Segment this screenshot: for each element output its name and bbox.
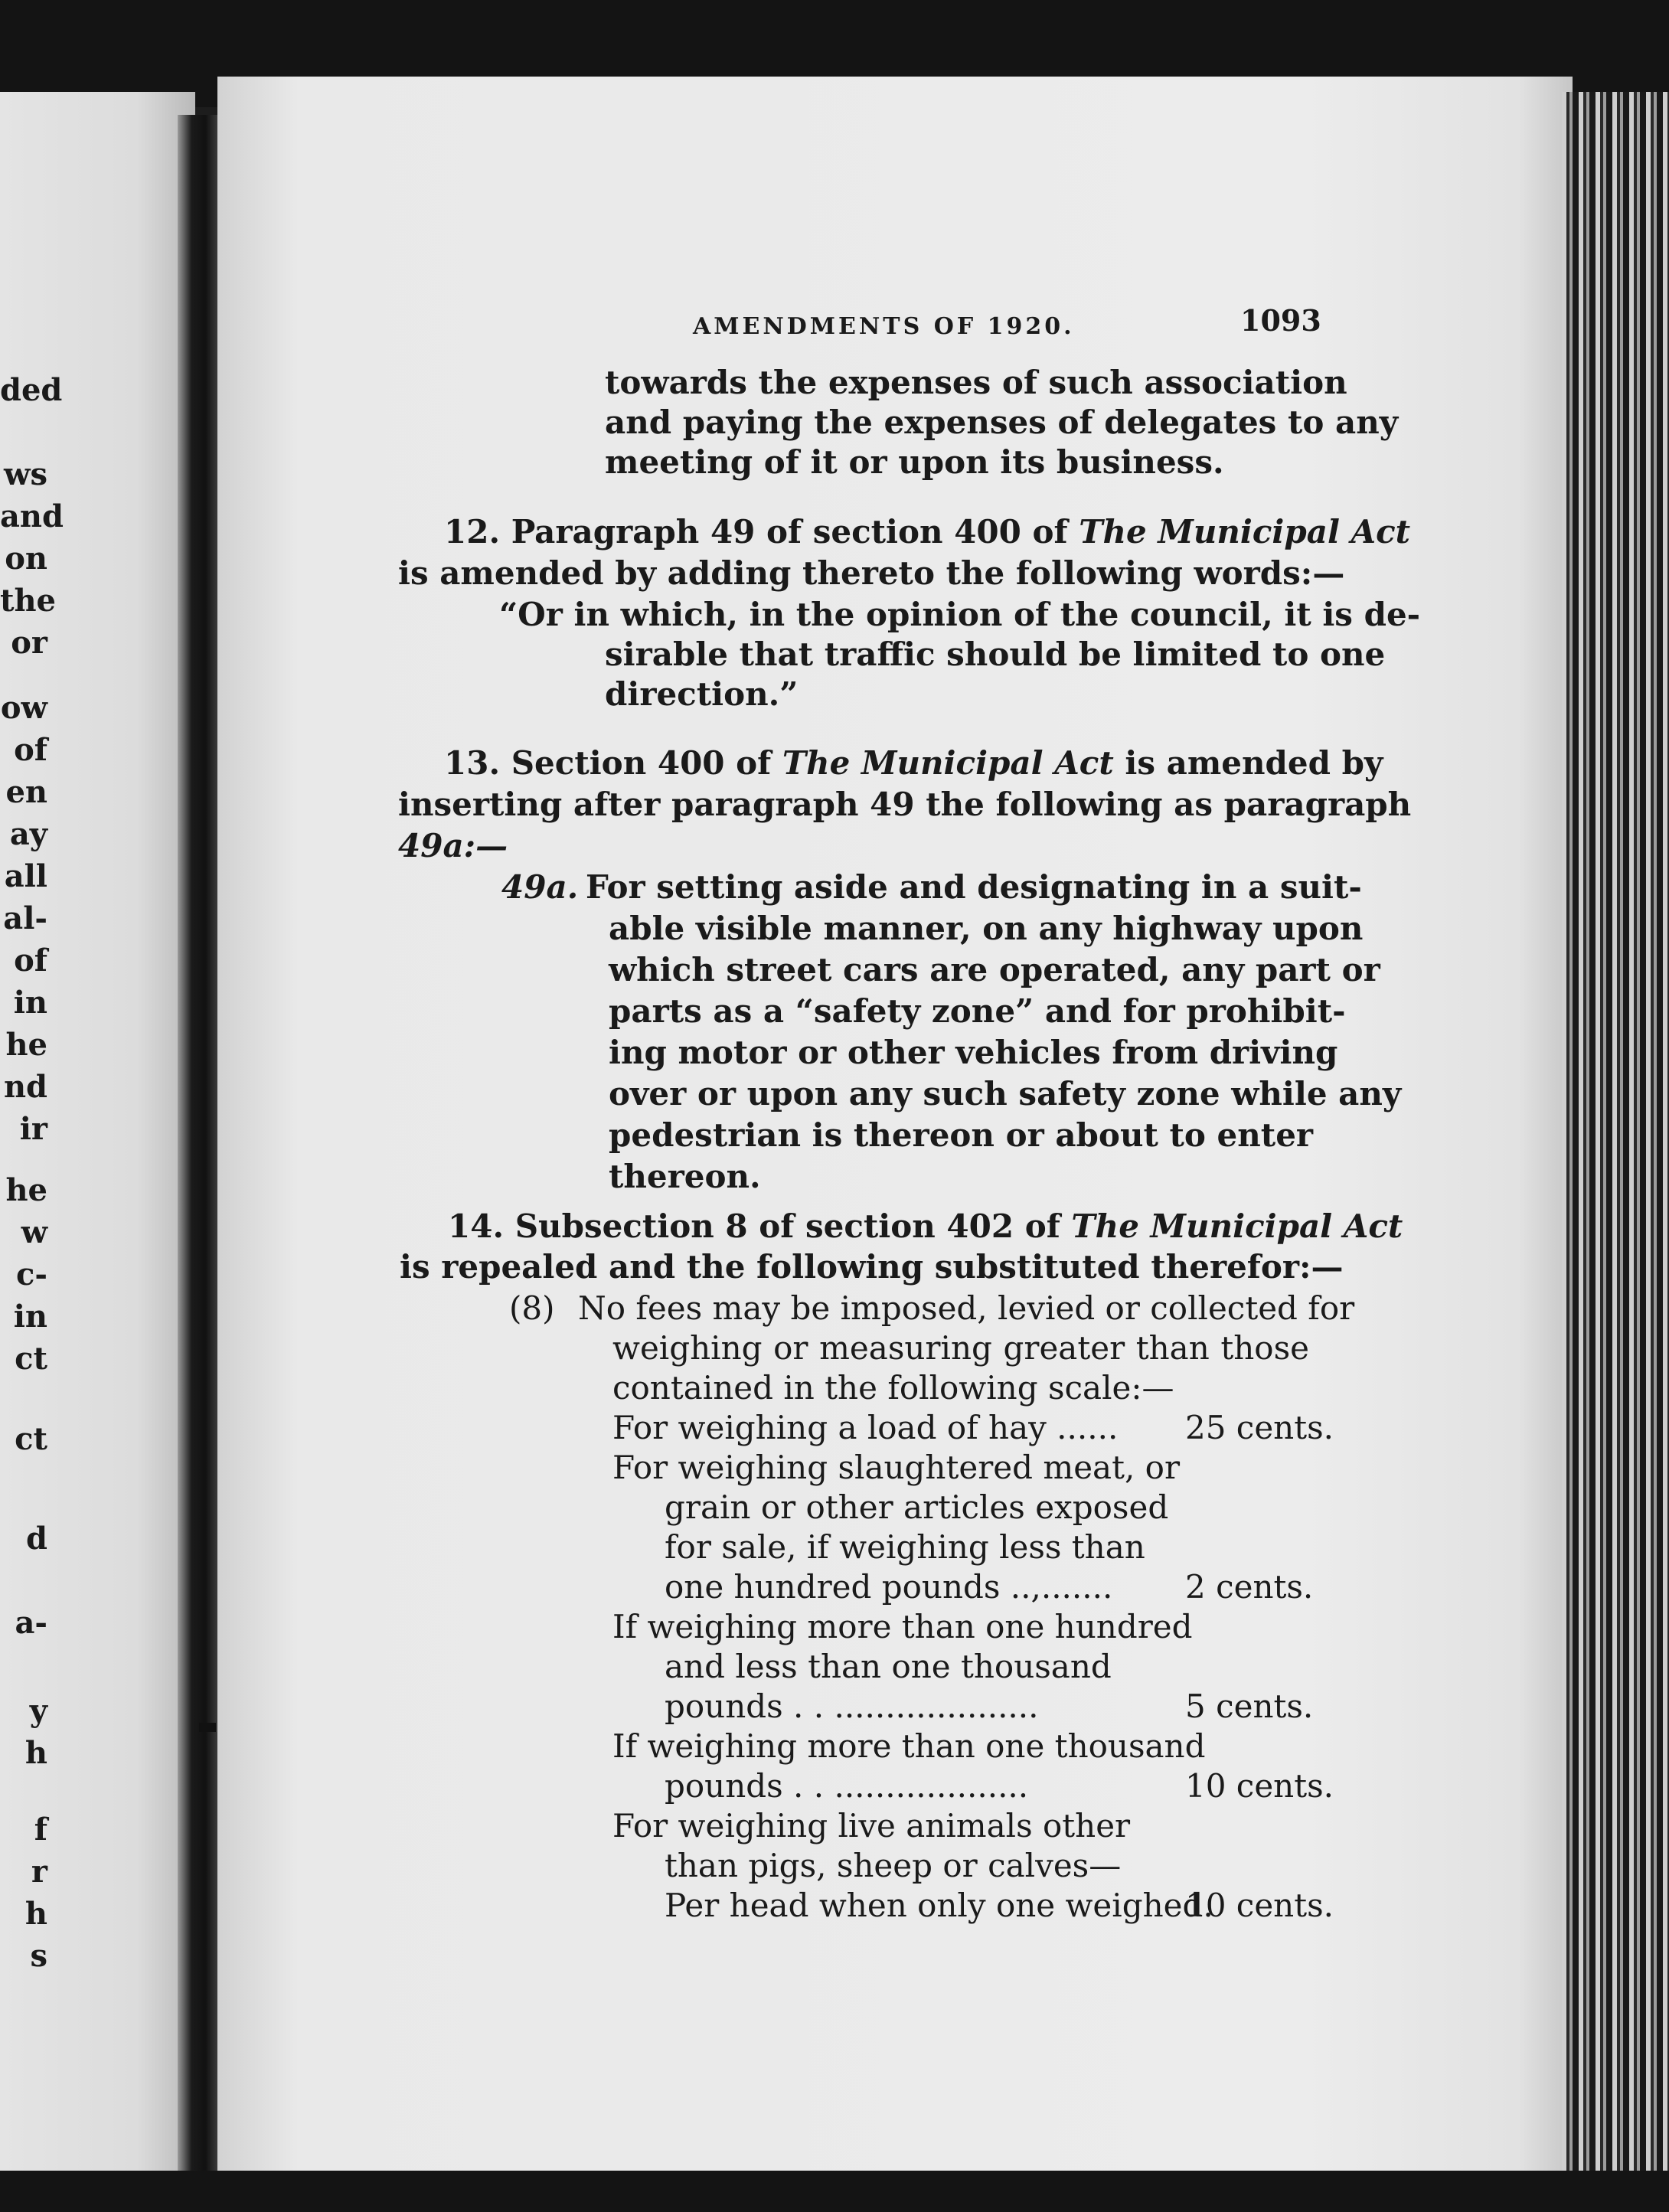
book-gutter: [178, 115, 217, 2174]
fee-scale-item: and less than one thousand: [665, 1648, 1112, 1685]
left-page-fragment: ded: [0, 372, 63, 408]
continuation-line: meeting of it or upon its business.: [605, 443, 1224, 481]
fee-amount: 2 cents.: [1185, 1568, 1314, 1606]
section-line: is repealed and the following substituted therefor:—: [400, 1248, 1344, 1286]
left-page-fragment: d: [26, 1521, 47, 1557]
paragraph-line: which street cars are operated, any part or: [609, 951, 1380, 988]
fee-scale-item: If weighing more than one thousand: [612, 1727, 1206, 1765]
left-page-fragment: r: [31, 1854, 47, 1890]
left-page-fragment: or: [11, 625, 47, 661]
section-12-heading: [444, 511, 1411, 553]
fee-scale-item: pounds . . ...................: [665, 1767, 1029, 1805]
section-number: 13.: [444, 744, 501, 782]
act-title: The Municipal Act: [1079, 513, 1411, 551]
scan-bottom-border: [0, 2171, 1669, 2212]
left-page-fragment: on: [5, 541, 47, 577]
quote-line: “Or in which, in the opinion of the council, it is de-: [499, 596, 1421, 633]
fee-scale-item: If weighing more than one hundred: [612, 1608, 1193, 1645]
fee-scale-item: For weighing slaughtered meat, or: [612, 1449, 1181, 1486]
fee-scale-item: For weighing a load of hay ......: [612, 1409, 1119, 1446]
paragraph-line: ing motor or other vehicles from driving: [609, 1034, 1338, 1071]
section-14-heading: [448, 1206, 1403, 1247]
subsection-label: (8): [509, 1289, 555, 1327]
page-number: 1093: [1240, 303, 1321, 338]
fee-scale-item: one hundred pounds ..,.......: [665, 1568, 1113, 1606]
section-text: Subsection 8 of section 402 of: [514, 1207, 1072, 1245]
continuation-line: towards the expenses of such association: [605, 364, 1347, 401]
left-page-fragment: and: [0, 498, 64, 534]
fee-amount: 10 cents.: [1185, 1767, 1334, 1805]
left-page-fragment: h: [24, 1896, 47, 1932]
fee-scale-item: for sale, if weighing less than: [665, 1528, 1145, 1566]
fee-amount: 5 cents.: [1185, 1688, 1314, 1725]
section-number: 14.: [448, 1207, 505, 1245]
paragraph-line: parts as a “safety zone” and for prohibit-: [609, 992, 1346, 1030]
running-title: AMENDMENTS OF 1920.: [693, 313, 1075, 340]
left-page-fragment: of: [14, 943, 47, 979]
page-edges: [1562, 92, 1669, 2182]
fee-scale-item: grain or other articles exposed: [665, 1488, 1169, 1526]
left-page-fragment: in: [13, 1299, 47, 1335]
left-page-fragment: ct: [15, 1421, 47, 1457]
left-page-fragment: c-: [16, 1256, 47, 1292]
paragraph-line: thereon.: [609, 1158, 761, 1195]
left-page-fragment: s: [30, 1938, 47, 1974]
left-page-fragment: ct: [15, 1341, 47, 1377]
left-page-fragment: ir: [19, 1111, 47, 1147]
left-page-fragment: ay: [9, 816, 47, 852]
left-page-fragment: he: [5, 1027, 47, 1063]
section-text: Paragraph 49 of section 400 of: [511, 513, 1079, 551]
act-title: The Municipal Act: [1071, 1207, 1403, 1245]
fee-scale-item: Per head when only one weighed.: [665, 1887, 1213, 1924]
paragraph-label: 49a.: [501, 868, 579, 906]
subsection-line: No fees may be imposed, levied or collected for: [578, 1289, 1355, 1327]
left-page-fragment: a-: [15, 1605, 47, 1641]
fee-scale-item: For weighing live animals other: [612, 1807, 1131, 1844]
left-page-fragment: h: [24, 1735, 47, 1771]
quote-line: sirable that traffic should be limited to one: [605, 636, 1386, 673]
fee-scale-item: pounds . . ....................: [665, 1688, 1039, 1725]
left-page-fragment: all: [4, 858, 47, 894]
left-page-fragment: f: [34, 1812, 47, 1848]
paragraph-line: pedestrian is thereon or about to enter: [609, 1116, 1314, 1154]
subsection-line: contained in the following scale:—: [612, 1369, 1174, 1407]
section-line: is amended by adding thereto the following words:—: [398, 554, 1345, 592]
left-page-fragment: y: [29, 1693, 47, 1729]
left-page-fragment: en: [5, 774, 47, 810]
fee-amount: 25 cents.: [1185, 1409, 1334, 1446]
section-text: is amended by: [1113, 744, 1383, 782]
left-page-fragment: the: [0, 583, 57, 619]
act-title: The Municipal Act: [782, 744, 1114, 782]
paragraph-line: over or upon any such safety zone while any: [609, 1075, 1402, 1113]
fee-amount: 10 cents.: [1185, 1887, 1334, 1924]
left-page-fragment: ws: [4, 456, 47, 492]
continuation-line: and paying the expenses of delegates to any: [605, 404, 1399, 441]
left-page-fragment: nd: [3, 1069, 47, 1105]
quote-line: direction.”: [605, 675, 799, 713]
paragraph-line: able visible manner, on any highway upon: [609, 910, 1364, 947]
subsection-line: weighing or measuring greater than those: [612, 1329, 1309, 1367]
section-text: Section 400 of: [511, 744, 782, 782]
left-page-fragment: w: [21, 1214, 47, 1250]
left-page-fragment: ow: [0, 690, 47, 726]
margin-mark: [199, 1723, 216, 1732]
left-page-fragment: of: [14, 732, 47, 768]
section-13-heading: [444, 743, 1383, 784]
left-page-fragment: al-: [3, 900, 47, 936]
section-number: 12.: [444, 513, 501, 551]
left-page-fragment: he: [5, 1172, 47, 1208]
paragraph-line: For setting aside and designating in a suit-: [586, 868, 1362, 906]
section-line: 49a:—: [398, 827, 508, 864]
left-page-fragment: in: [13, 985, 47, 1021]
fee-scale-item: than pigs, sheep or calves—: [665, 1847, 1122, 1884]
section-line: inserting after paragraph 49 the following as paragraph: [398, 786, 1412, 823]
